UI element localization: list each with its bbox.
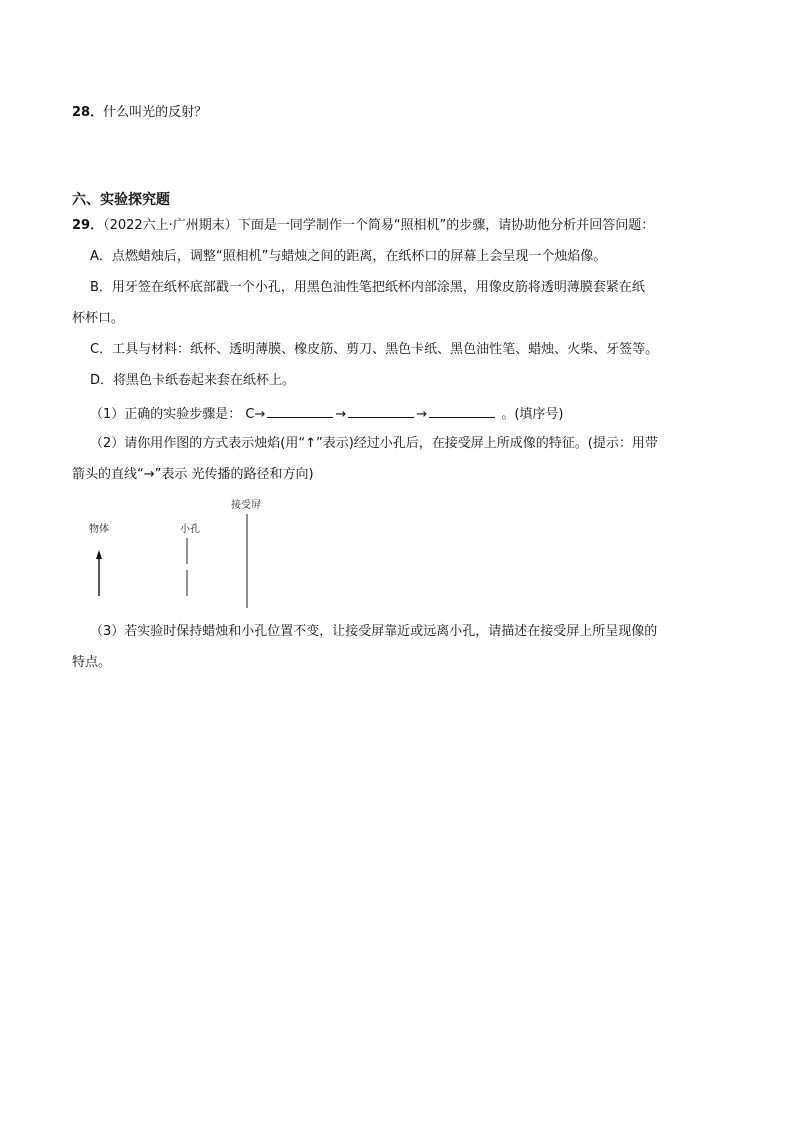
diagram-label-object: 物体 [89, 524, 109, 535]
question-29-stem-line [72, 216, 654, 236]
answer-blank-2[interactable] [348, 403, 414, 418]
diagram-label-hole: 小孔 [180, 524, 200, 535]
question-29-number: 29． [72, 218, 104, 233]
question-29-source: （2022六上·广州期末） [103, 218, 238, 233]
answer-blank-3[interactable] [429, 403, 495, 418]
step-d: D．将黑色卡纸卷起来套在纸杯上。 [90, 373, 296, 388]
sub-question-1-prefix: （1）正确的实验步骤是： C→ [90, 407, 266, 422]
step-b-line1: B．用牙签在纸杯底部戳一个小孔，用黑色油性笔把纸杯内部涂黑，用像皮筋将透明薄膜套紧在纸 [90, 280, 645, 295]
step-a: A．点燃蜡烛后，调整“照相机”与蜡烛之间的距离，在纸杯口的屏幕上会呈现一个烛焰像。 [90, 249, 607, 264]
sub-question-1 [90, 403, 563, 425]
question-29-stem: 下面是一同学制作一个简易“照相机”的步骤，请协助他分析并回答问题： [237, 218, 655, 233]
object-arrow-icon [96, 550, 102, 596]
sub-question-2-line1: （2）请你用作图的方式表示烛焰(用“↑”表示)经过小孔后，在接受屏上所成像的特征。(提示：用带 [90, 436, 658, 451]
section-6-title: 六、实验探究题 [72, 192, 170, 208]
diagram-label-screen: 接受屏 [231, 500, 261, 511]
question-28-line [72, 103, 207, 123]
sub-question-2-line2: 箭头的直线“→”表示 光传播的路径和方向) [72, 467, 314, 482]
pinhole-diagram[interactable] [80, 494, 280, 614]
sub-question-1-arrow-1: → [335, 407, 347, 422]
sub-question-3-line1: （3）若实验时保持蜡烛和小孔位置不变，让接受屏靠近或远离小孔，请描述在接受屏上所呈现像的 [90, 624, 658, 639]
question-28-number: 28． [72, 105, 104, 120]
answer-blank-1[interactable] [267, 403, 333, 418]
sub-question-1-suffix: 。(填序号) [497, 407, 564, 422]
step-b-line2: 杯杯口。 [72, 311, 125, 326]
question-28-text: 什么叫光的反射？ [103, 105, 208, 120]
step-c: C．工具与材料：纸杯、透明薄膜、橡皮筋、剪刀、黑色卡纸、黑色油性笔、蜡烛、火柴、牙签等。 [90, 342, 659, 357]
sub-question-1-arrow-2: → [416, 407, 428, 422]
sub-question-3-line2: 特点。 [72, 655, 112, 670]
